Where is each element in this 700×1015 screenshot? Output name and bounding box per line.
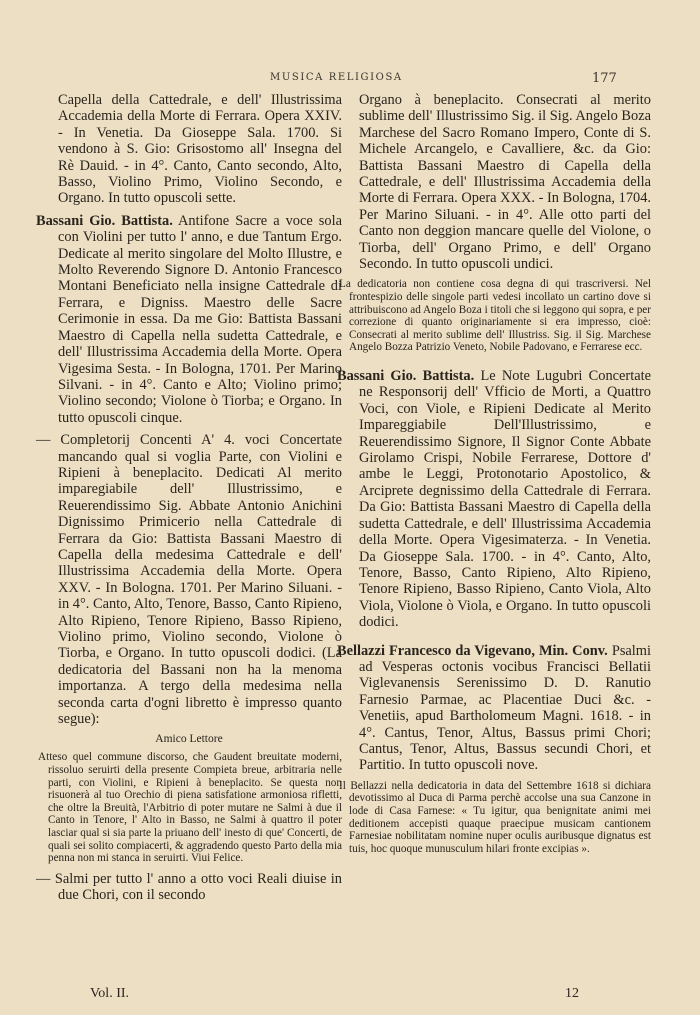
footnote: Il Bellazzi nella dedicatoria in data del Settembre 1618 si dichiara devotissimo al Duca di Parma perchè accolse una sua Canzone in lode di Casa Farnese: « Tu igitur, qua benignitate animi mei deditionem accepisti quaque praecipue musicam cantionem Farnesiae nobilitatam nomine nuper oculis auribusque dignatus est tuis, hoc quoque munusculum hilari fronte excipias ». <box>339 779 651 855</box>
catalog-entry: — Completorij Concenti A' 4. voci Concertate mancando qual si voglia Parte, con Violini e Ripieni à beneplacito. Dedicati Al merito imparegiabile dell' Illustrissimo, e Reuerendissimo Sig. Abbate Antonio Anichini Dignissimo Primicerio nella Cattedrale di Ferrara da Gio: Battista Bassani Maestro di Capella della medesima Cattedrale e dell' Illustrissima Accademia della Morte. Opera XXV. - In Bologna. 1701. Per Marino Siluani. - in 4°. Canto, Alto, Tenore, Basso, Canto Ripieno, Alto Ripieno, Tenore Ripieno, Basso Ripieno, Violino primo, Violino secondo, Violone ò Tiorba, e Organo. In tutto opuscoli dodici. (La dedicatoria del Bassani non ha la menoma importanza. A tergo della medesima nella seconda carta d'ogni libretto è impresso quanto segue): <box>36 432 342 728</box>
catalog-entry: Bassani Gio. Battista. Le Note Lugubri Concertate ne Responsorij dell' Vfficio de Morti, a Quattro Voci, con Viole, e Ripieni Dedicate al Merito Impareggiabile Dell'Illustrissimo, e Reuerendissimo Signore, Il Signor Conte Abbate Girolamo Crispi, Nobile Ferrarese, Dottore d' ambe le Leggi, Protonotario Apostolico, & Arciprete degnissimo della Cattedrale di Ferrara. Da Gio: Battista Bassani Maestro di Capella della sudetta Cattedrale, e dell' Illustrissima Accademia della Morte. Opera Vigesimaterza. - In Venetia. Da Gioseppe Sala. 1700. - in 4°. Canto, Alto, Tenore, Basso, Canto Ripieno, Alto Ripieno, Tenore Ripieno, Basso Ripieno, Canto Viola, Alto Viola, Violone ò Viola, e Organo. In tutto opuscoli dodici. <box>337 368 651 631</box>
footnote: Atteso quel commune discorso, che Gaudent breuitate moderni, rissoluo seruirti della presente Compieta breue, arbitraria nelle parti, con Violini, e Ripieni à beneplacito. Se questa non risuonerà al tuo Orechio di piena satisfatione armoniosa rifletti, che oltre la Breuità, l'Arbitrio di poter mutare ne Salmi à due il Canto in Tenore, l' Alto in Basso, ne Salmi à quattro il poter lasciar qual si sia parte la priuano dell' inesto di que' Concerti, de quali sei solito compiacerti, & aggradendo questo Parto della mia penna non mi stanca in seruirti. Viui Felice. <box>38 751 342 865</box>
catalog-entry: Bellazzi Francesco da Vigevano, Min. Conv. Psalmi ad Vesperas octonis vocibus Francisci Bellatii Viglevanensis Serenissimo D. D. Ranutio Farnesio Parmae, ac Placentiae Duci &c. - Venetiis, apud Bartholomeum Magni. 1618. - in 4°. Cantus, Tenor, Altus, Bassus primi Chori; Cantus, Tenor, Altus, Bassus secundi Chori, et Partitio. In tutto opuscoli nove. <box>337 642 651 774</box>
entry-author: Bassani Gio. Battista. <box>337 368 475 385</box>
footnote: La dedicatoria non contiene cosa degna di qui trascriversi. Nel frontespizio delle singole parti vedesi incollato un cartino dove si attribuiscono ad Angelo Boza i titoli che si leggono qui sopra, e per correzione di quanto originariamente si era impresso, cioè: Consecrati al merito sublime dell' Illustriss. Sig. il Sig. Marchese Angelo Bozza Patrizio Veneto, Nobile Padovano, e Ferrarese ecc. <box>339 278 651 354</box>
entry-continuation: Organo à beneplacito. Consecrati al merito sublime dell' Illustrissimo Sig. il Sig. Angelo Boza Marchese del Sacro Romano Impero, Conte di S. Michele Arcangelo, e Cavalliere, &c. da Gio: Battista Bassani Maestro di Capella della Cattedrale, e dell' Illustrissima Accademia della Morte di Ferrara. Opera XXX. - In Bologna, 1704. Per Marino Siluani. - in 4°. Alle otto parti del Canto non deggion mancare quelle del Violone, o Tiorba, dell' Organo Primo, e dell' Organo Secondo. In tutto opuscoli undici. <box>359 92 651 273</box>
entry-continuation: Capella della Cattedrale, e dell' Illustrissima Accademia della Morte di Ferrara. Opera XXIV. - In Venetia. Da Gioseppe Sala. 1700. Si vendono à S. Gio: Grisostomo all' Insegna del Rè Dauid. - in 4°. Canto, Canto secondo, Alto, Basso, Violino Primo, Violino Secondo, e Organo. In tutto opuscoli sette. <box>58 92 342 207</box>
catalog-entry: Bassani Gio. Battista. Antifone Sacre a voce sola con Violini per tutto l' anno, e due Tantum Ergo. Dedicate al merito singolare del Molto Illustre, e Molto Reverendo Signore D. Antonio Francesco Montani Beneficiato nella insigne Cattedrale di Ferrara, e Digniss. Maestro delle Sacre Cerimonie in essa. Da me Gio: Battista Bassani Maestro di Capella nella sudetta Cattedrale, e dell' Illustrissima Accademia della Morte. Opera Vigesima Sesta. - In Bologna, 1701. Per Marino Silvani. - in 4°. Canto e Alto; Violino primo; Violino secondo; Violone ò Tiorba; e Organo. In tutto opuscoli cinque. <box>36 212 342 426</box>
page-number: 177 <box>592 71 617 86</box>
running-head: MUSICA RELIGIOSA <box>270 72 403 83</box>
entry-author: Bellazzi Francesco da Vigevano, Min. Conv. <box>337 642 608 659</box>
signature-mark: 12 <box>565 986 579 1001</box>
left-column <box>36 92 342 910</box>
entry-author: Bassani Gio. Battista. <box>36 212 173 229</box>
note-title: Amico Lettore <box>155 733 223 746</box>
catalog-entry: — Salmi per tutto l' anno a otto voci Reali diuise in due Chori, con il secondo <box>36 870 342 904</box>
right-column <box>337 92 651 861</box>
volume-label: Vol. II. <box>90 986 130 1001</box>
